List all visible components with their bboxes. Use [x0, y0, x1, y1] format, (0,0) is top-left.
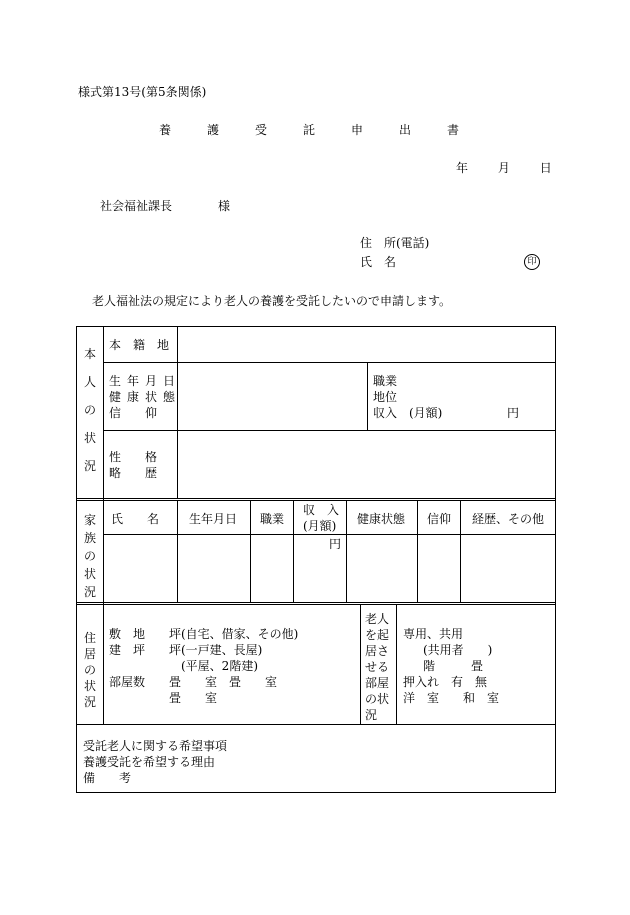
application-form-table [76, 326, 556, 793]
elder-room-usage: 専用、共用 [403, 627, 464, 641]
date-year: 年 [456, 161, 469, 175]
label-column-divider [103, 327, 104, 724]
family-col-birth: 生年月日 [189, 512, 238, 526]
elder-room-sharer: (共用者 ) [423, 643, 493, 657]
family-col-income: 収 入 [303, 503, 340, 517]
elder-room-floor: 階 畳 [423, 659, 484, 673]
elder-room-type: 洋 室 和 室 [403, 691, 500, 705]
honorific: 様 [218, 199, 231, 213]
career-label: 略 歴 [109, 466, 158, 480]
family-section-label: 家 族 の 状 況 [83, 513, 96, 599]
row-divider [103, 362, 555, 363]
column-divider [460, 501, 461, 602]
applicant-address-label: 住 所(電話) [360, 236, 430, 250]
personality-label: 性 格 [109, 450, 158, 464]
income-label: 収入 (月額) [373, 406, 443, 420]
building-area-line: 建 坪 坪(一戸建、長屋) [109, 643, 263, 657]
date-line [456, 160, 552, 176]
wishes-label: 受託老人に関する希望事項 [83, 739, 228, 753]
remarks-label: 備 考 [83, 771, 132, 785]
section-divider [77, 724, 555, 725]
elder-room-closet: 押入れ 有 無 [403, 675, 488, 689]
family-col-job: 職業 [260, 512, 285, 526]
family-col-name: 氏 名 [111, 512, 160, 526]
housing-section-label: 住 居 の 状 況 [83, 631, 96, 709]
form-number: 様式第13号(第5条関係) [78, 85, 207, 99]
rooms-line: 部屋数 畳 室 畳 室 [109, 675, 278, 689]
building-floors-line: (平屋、2階建) [181, 659, 258, 673]
column-divider [177, 327, 178, 499]
position-label: 地位 [373, 390, 398, 404]
rooms-line-2: 畳 室 [169, 691, 218, 705]
family-col-faith: 信仰 [427, 512, 452, 526]
family-col-income-unit: (月額) [303, 519, 337, 533]
column-divider [250, 501, 251, 602]
column-divider [396, 605, 397, 724]
family-col-health: 健康状態 [357, 512, 406, 526]
column-divider [360, 605, 361, 724]
domicile-label: 本 籍 地 [109, 338, 170, 352]
application-statement: 老人福祉法の規定により老人の養護を受託したいので申請します。 [92, 294, 452, 308]
yen-unit: 円 [507, 406, 520, 420]
health-label: 健康状態 [109, 390, 182, 404]
column-divider [346, 501, 347, 602]
addressee-line [100, 198, 230, 214]
site-area-line: 敷 地 坪(自宅、借家、その他) [109, 627, 299, 641]
birth-date-label: 生年月日 [109, 374, 182, 388]
date-month: 月 [497, 161, 510, 175]
family-col-career: 経歴、その他 [472, 512, 545, 526]
column-divider [177, 501, 178, 602]
document-title: 養 護 受 託 申 出 書 [158, 123, 471, 137]
column-divider [417, 501, 418, 602]
addressee: 社会福祉課長 [100, 199, 173, 213]
row-divider [103, 430, 555, 431]
faith-label: 信 仰 [109, 406, 158, 420]
date-day: 日 [539, 161, 552, 175]
column-divider [293, 501, 294, 602]
reason-label: 養護受託を希望する理由 [83, 755, 216, 769]
family-yen-unit: 円 [329, 537, 342, 551]
section-divider [77, 602, 555, 605]
section-divider [77, 498, 555, 501]
column-divider [367, 362, 368, 430]
seal-mark: 印 [524, 254, 540, 270]
self-section-label: 本 人 の 状 況 [83, 347, 96, 473]
elder-room-label: 老人 を起 居さ せる 部屋 の状 況 [365, 612, 390, 722]
occupation-label: 職業 [373, 374, 398, 388]
applicant-name-label: 氏 名 [360, 255, 397, 269]
